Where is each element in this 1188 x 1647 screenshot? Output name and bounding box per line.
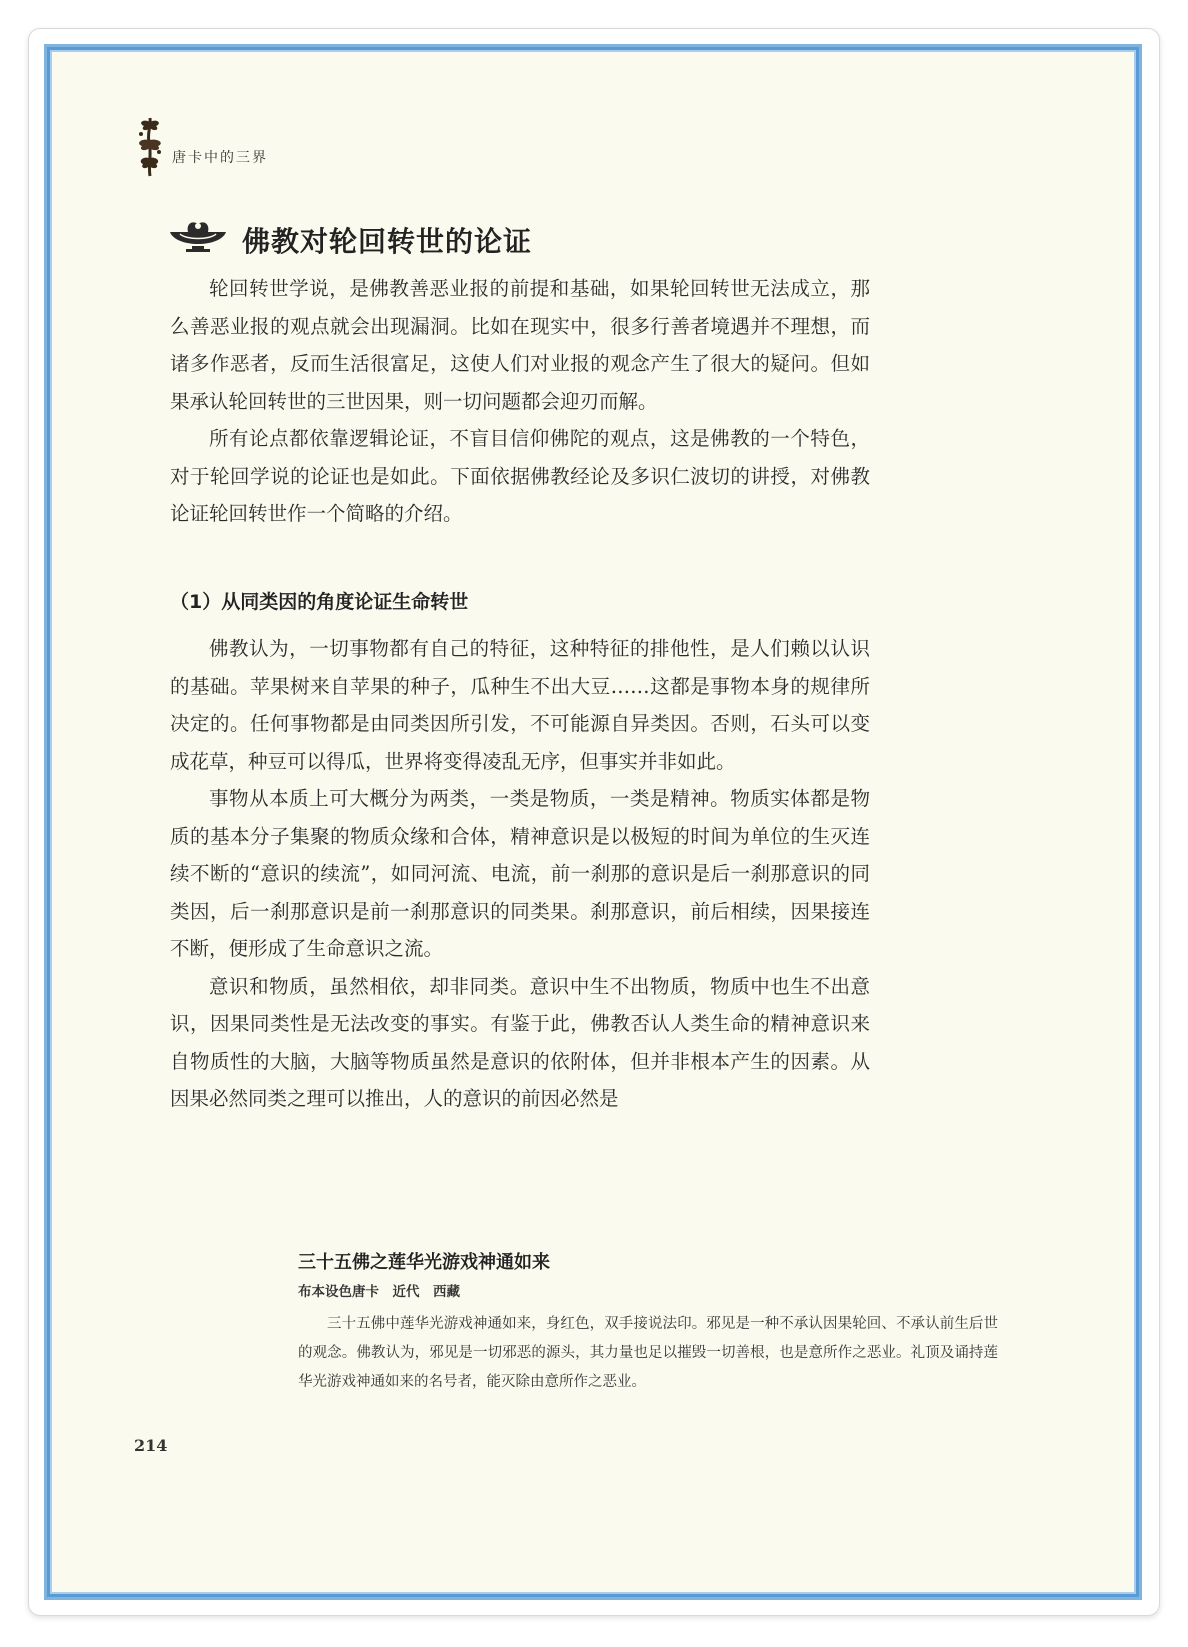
caption-meta: 布本设色唐卡 近代 西藏: [298, 1284, 460, 1300]
caption-body: 三十五佛中莲华光游戏神通如来，身红色，双手接说法印。邪见是一种不承认因果轮回、不承认前生后世的观念。佛教认为，邪见是一切邪恶的源头，其力量也足以摧毁一切善根，也是意所作之恶业。礼顶及诵持莲华光游戏神通如来的名号者，能灭除由意所作之恶业。: [298, 1316, 998, 1390]
flower-ornament-icon: [132, 114, 168, 178]
paragraph: 所有论点都依靠逻辑论证，不盲目信仰佛陀的观点，这是佛教的一个特色，对于轮回学说的论证也是如此。下面依据佛教经论及多识仁波切的讲授，对佛教论证轮回转世作一个简略的介绍。: [170, 427, 870, 525]
page-frame: [44, 44, 1142, 1600]
section-title: 佛教对轮回转世的论证: [242, 225, 533, 258]
body-block-intro: [170, 270, 870, 533]
paragraph: 轮回转世学说，是佛教善恶业报的前提和基础，如果轮回转世无法成立，那么善恶业报的观点就会出现漏洞。比如在现实中，很多行善者境遇并不理想，而诸多作恶者，反而生活很富足，这使人们对业报的观念产生了很大的疑问。但如果承认轮回转世的三世因果，则一切问题都会迎刃而解。: [170, 277, 870, 413]
body-block-section-1: [170, 630, 870, 1118]
lotus-bowl-icon: [166, 218, 230, 254]
caption-title: 三十五佛之莲华光游戏神通如来: [298, 1252, 550, 1273]
page-content: [50, 50, 1136, 1594]
paragraph: 佛教认为，一切事物都有自己的特征，这种特征的排他性，是人们赖以认识的基础。苹果树来自苹果的种子，瓜种生不出大豆……这都是事物本身的规律所决定的。任何事物都是由同类因所引发，不可能源自异类因。否则，石头可以变成花草，种豆可以得瓜，世界将变得凌乱无序，但事实并非如此。: [170, 637, 870, 773]
paragraph: 意识和物质，虽然相依，却非同类。意识中生不出物质，物质中也生不出意识，因果同类性是无法改变的事实。有鉴于此，佛教否认人类生命的精神意识来自物质性的大脑，大脑等物质虽然是意识的依附体，但并非根本产生的因素。从因果必然同类之理可以推出，人的意识的前因必然是: [170, 974, 870, 1110]
subheading: （1）从同类因的角度论证生命转世: [170, 591, 469, 613]
paragraph: 事物从本质上可大概分为两类，一类是物质，一类是精神。物质实体都是物质的基本分子集聚的物质众缘和合体，精神意识是以极短的时间为单位的生灭连续不断的“意识的续流”，如同河流、电流，前一刹那的意识是后一刹那意识的同类因，后一刹那意识是前一刹那意识的同类果。刹那意识，前后相续，因果接连不断，便形成了生命意识之流。: [170, 787, 870, 960]
running-head: 唐卡中的三界: [172, 150, 268, 166]
page-number: 214: [134, 1436, 168, 1455]
